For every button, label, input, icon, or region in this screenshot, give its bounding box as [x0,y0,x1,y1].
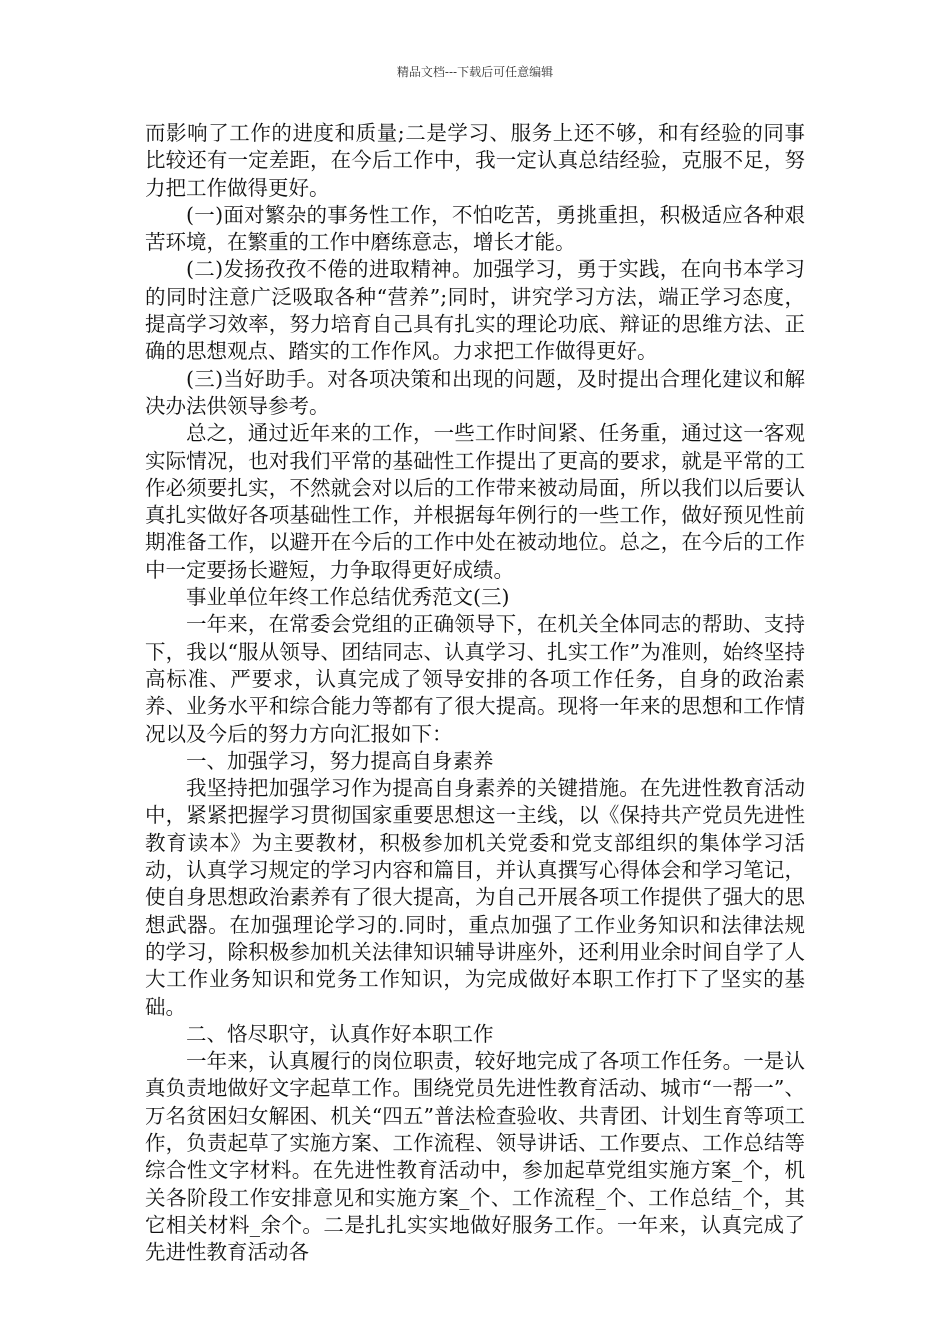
paragraph-1: 而影响了工作的进度和质量;二是学习、服务上还不够，和有经验的同事比较还有一定差距，在今后工作中，我一定认真总结经验，克服不足，努力把工作做得更好。 [145,121,805,200]
paragraph-5: 总之，通过近年来的工作，一些工作时间紧、任务重，通过这一客观实际情况，也对我们平常的基础性工作提出了更高的要求，就是平常的工作必须要扎实，不然就会对以后的工作带来被动局面，所以我们以后要认真扎实做好各项基础性工作，并根据每年例行的一些工作，做好预见性前期准备工作，以避开在今后的工作中处在被动地位。总之，在今后的工作中一定要扬长避短，力争取得更好成绩。 [145,421,805,582]
paragraph-9: 我坚持把加强学习作为提高自身素养的关键措施。在先进性教育活动中，紧紧把握学习贯彻国家重要思想这一主线，以《保持共产党员先进性教育读本》为主要教材，积极参加机关党委和党支部组织的集体学习活动，认真学习规定的学习内容和篇目，并认真撰写心得体会和学习笔记，使自身思想政治素养有了很大提高，为自己开展各项工作提供了强大的思想武器。在加强理论学习的.同时，重点加强了工作业务知识和法律法规的学习，除积极参加机关法律知识辅导讲座外，还利用业余时间自学了人大工作业务知识和党务工作知识，为完成做好本职工作打下了坚实的基础。 [145,776,805,1019]
paragraph-4: (三)当好助手。对各项决策和出现的问题，及时提出合理化建议和解决办法供领导参考。 [145,366,805,418]
subheading-2: 二、恪尽职守，认真作好本职工作 [186,1021,494,1046]
page-header: 精品文档---下载后可任意编辑 [396,65,554,79]
subheading-1: 一、加强学习，努力提高自身素养 [186,748,494,773]
paragraph-11: 一年来，认真履行的岗位职责，较好地完成了各项工作任务。一是认真负责地做好文字起草工作。围绕党员先进性教育活动、城市“一帮一”、万名贫困妇女解困、机关“四五”普法检查验收、共青团、计划生育等项工作，负责起草了实施方案、工作流程、领导讲话、工作要点、工作总结等综合性文字材料。在先进性教育活动中，参加起草党组实施方案_个，机关各阶段工作安排意见和实施方案_个、工作流程_个、工作总结_个，其它相关材料_余个。二是扎扎实实地做好服务工作。一年来，认真完成了先进性教育活动各 [145,1049,805,1265]
section-title: 事业单位年终工作总结优秀范文(三) [186,585,510,610]
paragraph-7: 一年来，在常委会党组的正确领导下，在机关全体同志的帮助、支持下，我以“服从领导、团结同志、认真学习、扎实工作”为准则，始终坚持高标准、严要求，认真完成了领导安排的各项工作任务，自身的政治素养、业务水平和综合能力等都有了很大提高。现将一年来的思想和工作情况以及今后的努力方向汇报如下： [145,612,805,746]
paragraph-3: (二)发扬孜孜不倦的进取精神。加强学习，勇于实践，在向书本学习的同时注意广泛吸取各种“营养”;同时，讲究学习方法，端正学习态度，提高学习效率，努力培育自己具有扎实的理论功底、辩证的思维方法、正确的思想观点、踏实的工作作风。力求把工作做得更好。 [145,257,805,364]
paragraph-2: (一)面对繁杂的事务性工作，不怕吃苦，勇挑重担，积极适应各种艰苦环境，在繁重的工作中磨练意志，增长才能。 [145,202,805,255]
document-body [145,120,805,1266]
